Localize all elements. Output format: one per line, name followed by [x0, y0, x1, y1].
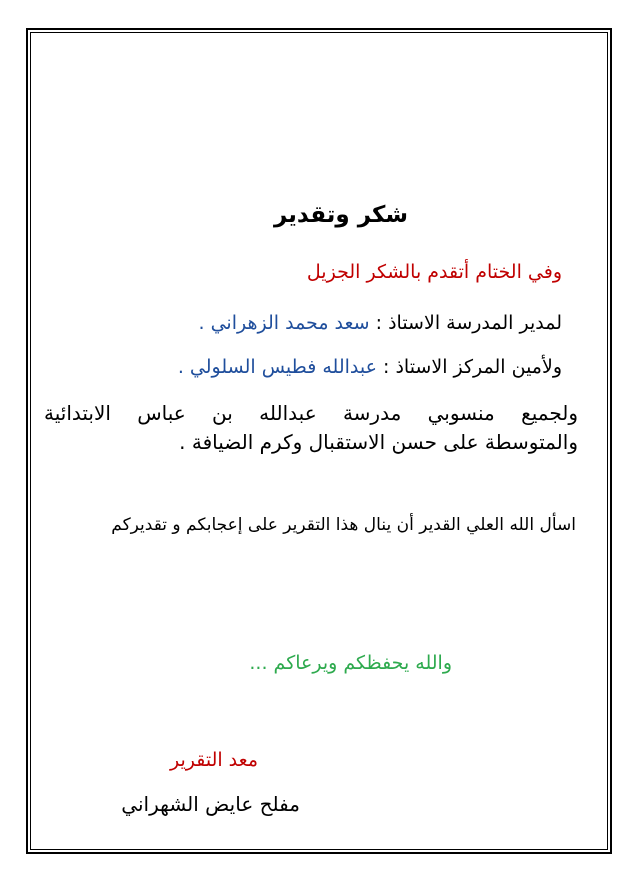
- deputy-name: عبدالله فطيس السلولي .: [177, 356, 377, 378]
- manager-line: [199, 311, 562, 335]
- closing-line: والله يحفظكم ويرعاكم ...: [249, 652, 452, 674]
- staff-thanks-line-1: ولجميع منسوبي مدرسة عبدالله بن عباس الابتدائية: [44, 401, 578, 425]
- deputy-prefix: ولأمين المركز الاستاذ :: [376, 356, 562, 378]
- prayer-line: اسأل الله العلي القدير أن ينال هذا التقرير على إعجابكم و تقديركم: [111, 515, 576, 535]
- author-name: مفلح عايض الشهراني: [121, 792, 300, 816]
- deputy-line: [178, 355, 562, 379]
- staff-thanks-line-2: والمتوسطة على حسن الاستقبال وكرم الضيافة .: [179, 430, 578, 454]
- manager-prefix: لمدير المدرسة الاستاذ :: [369, 312, 562, 334]
- page-title: شكر وتقدير: [273, 202, 408, 228]
- opening-line: وفي الختام أتقدم بالشكر الجزيل: [306, 261, 562, 283]
- author-label: معد التقرير: [169, 749, 258, 771]
- manager-name: سعد محمد الزهراني .: [198, 312, 370, 334]
